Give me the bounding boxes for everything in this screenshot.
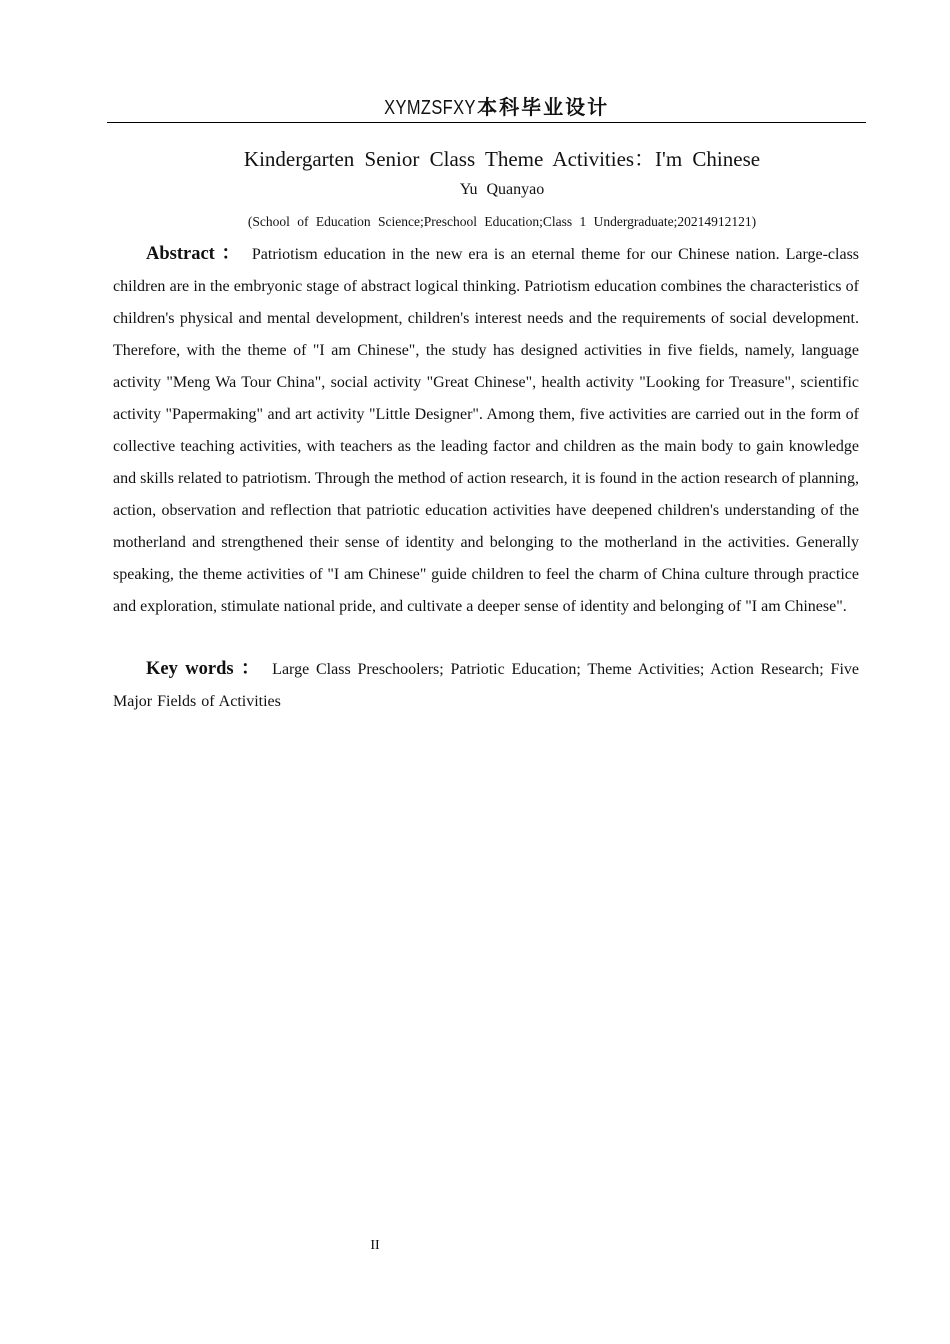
author-name: Yu Quanyao — [459, 181, 545, 198]
header-school-code: XYMZSFXY — [383, 97, 476, 119]
abstract-label: Abstract ： — [146, 244, 242, 264]
page-number: II — [370, 1238, 380, 1253]
running-header — [107, 92, 866, 123]
paper-title: Kindergarten Senior Class Theme Activities：I'm Chinese — [243, 147, 761, 171]
abstract-paragraph — [113, 238, 859, 623]
header-thesis-type: 本科毕业设计 — [477, 95, 610, 119]
keywords-label: Key words ： — [146, 659, 262, 679]
author-affiliation: (School of Education Science;Preschool Education;Class 1 Undergraduate;20214912121) — [247, 214, 757, 229]
keywords-paragraph — [113, 653, 859, 718]
keywords-text: Large Class Preschoolers; Patriotic Education; Theme Activities; Action Research; Five Major Fields of Activities — [113, 661, 859, 710]
header-text — [364, 92, 609, 123]
abstract-text: Patriotism education in the new era is an eternal theme for our Chinese nation. Large-class children are in the embryonic stage of abstract logical thinking. Patriotism education combines the characteristics of children's physical and mental development, children's interest needs and the requirements of social development. Therefore, with the theme of "I am Chinese", the study has designed activities in five fields, namely, language activity "Meng Wa Tour China", social activity "Great Chinese", health activity "Looking for Treasure", scientific activity "Papermaking" and art activity "Little Designer". Among them, five activities are carried out in the form of collective teaching activities, with teachers as the leading factor and children as the main body to gain knowledge and skills related to patriotism. Through the method of action research, it is found in the action research of planning, action, observation and reflection that patriotic education activities have deepened children's understanding of the motherland and strengthened their sense of identity and belonging to the motherland in the activities. Generally speaking, the theme activities of "I am Chinese" guide children to feel the charm of China culture through practice and exploration, stimulate national pride, and cultivate a deeper sense of identity and belonging of "I am Chinese". — [113, 246, 860, 615]
